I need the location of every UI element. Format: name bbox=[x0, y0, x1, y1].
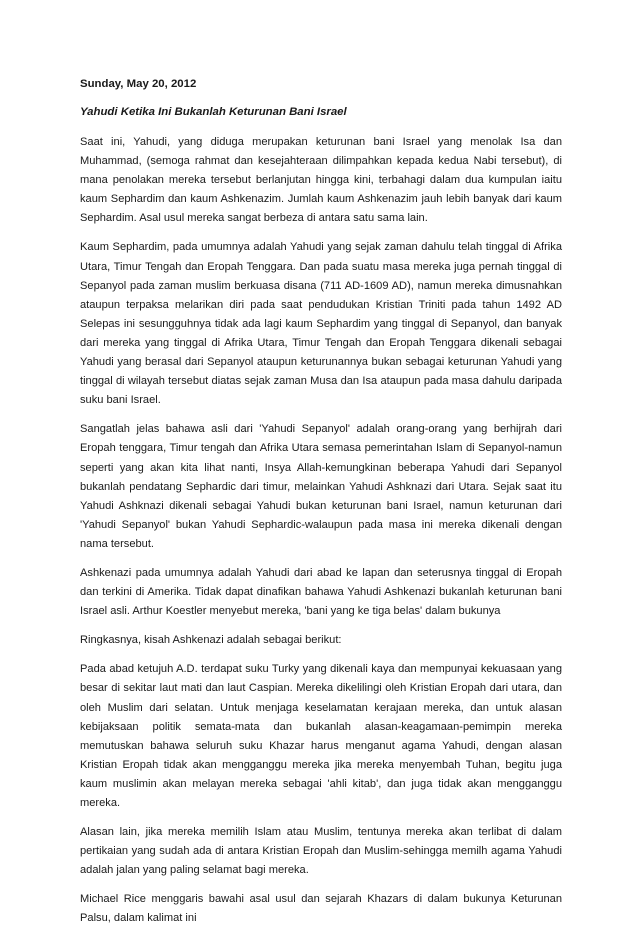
paragraph-sephardim: Kaum Sephardim, pada umumnya adalah Yahudi yang sejak zaman dahulu telah tinggal di Afrika Utara, Timur Tengah dan Eropah Tenggara. Dan pada suatu masa mereka juga pernah tinggal di Sepanyol pada zaman muslim berkuasa disana (711 AD-1609 AD), namun mereka dimusnahkan ataupun terpaksa melarikan diri pada saat pendudukan Kristian Triniti pada tahun 1492 AD Selepas ini sesungguhnya tidak ada lagi kaum Sephardim yang tinggal di Sepanyol, dan banyak dari mereka yang tinggal di Afrika Utara, Timur Tengah dan Eropah Tenggara dikenali sebagai Yahudi yang berasal dari Sepanyol ataupun keturunannya bukan sebagai keturunan Yahudi yang tinggal di wilayah tersebut diatas sejak zaman Musa dan Isa ataupun pada masa dahulu daripada suku bani Israel. bbox=[80, 241, 562, 407]
post-body bbox=[80, 133, 562, 929]
paragraph-michael-rice: Michael Rice menggaris bawahi asal usul dan sejarah Khazars di dalam bukunya Keturunan Palsu, dalam kalimat ini bbox=[80, 893, 562, 925]
paragraph-ashkenazi: Ashkenazi pada umumnya adalah Yahudi dari abad ke lapan dan seterusnya tinggal di Eropah dan terkini di Amerika. Tidak dapat dinafikan bahawa Yahudi Ashkenazi bukanlah keturunan bani Israel asli. Arthur Koestler menyebut mereka, 'bani yang ke tiga belas' dalam bukunya bbox=[80, 566, 562, 618]
document-page bbox=[80, 77, 562, 939]
paragraph-intro: Saat ini, Yahudi, yang diduga merupakan keturunan bani Israel yang menolak Isa dan Muhammad, (semoga rahmat dan kesejahteraan dilimpahkan kepada kedua Nabi tersebut), di mana penolakan mereka tersebut berlanjutan hingga kini, terbahagi dalam dua kumpulan iaitu kaum Sephardim dan kaum Ashkenazim. Jumlah kaum Ashkenazim jauh lebih banyak dari kaum Sephardim. Asal usul mereka sangat berbeza di antara satu sama lain. bbox=[80, 136, 562, 225]
paragraph-other-reason: Alasan lain, jika mereka memilih Islam atau Muslim, tentunya mereka akan terlibat di dalam pertikaian yang sudah ada di antara Kristian Eropah dan Muslim-sehingga memilh agama Yahudi adalah jalan yang paling selamat bagi mereka. bbox=[80, 826, 562, 877]
post-date: Sunday, May 20, 2012 bbox=[80, 78, 197, 90]
post-title: Yahudi Ketika Ini Bukanlah Keturunan Bani Israel bbox=[80, 106, 347, 118]
paragraph-khazar-history: Pada abad ketujuh A.D. terdapat suku Turky yang dikenali kaya dan mempunyai kekuasaan yang besar di sekitar laut mati dan laut Caspian. Mereka dikelilingi oleh Kristian Eropah dari utara, dan oleh Muslim dari selatan. Untuk menjaga keselamatan kerajaan mereka, dan untuk alasan kebijaksaan politik semata-mata dan bukanlah alasan-keagamaan-pemimpin mereka memutuskan bahawa seluruh suku Khazar harus menganut agama Yahudi, dengan alasan Kristian Eropah tidak akan mengganggu mereka jika mereka menyembah Tuhan, begitu juga kaum muslimin akan melayan mereka sebagai 'ahli kitab', dan juga tidak akan mengganggu mereka. bbox=[80, 663, 562, 809]
paragraph-summary-intro: Ringkasnya, kisah Ashkenazi adalah sebagai berikut: bbox=[80, 634, 342, 647]
paragraph-yahudi-sepanyol: Sangatlah jelas bahawa asli dari 'Yahudi Sepanyol' adalah orang-orang yang berhijrah dari Eropah tenggara, Timur tengah dan Afrika Utara semasa pemerintahan Islam di Sepanyol-namun seperti yang akan kita lihat nanti, Insya Allah-kemungkinan beberapa Yahudi dari Sepanyol bukanlah pendatang Sephardic dari timur, melainkan Yahudi Ashknazi dari Utara. Sejak saat itu Yahudi Ashknazi dikenali sebagai Yahudi bukan keturunan bani Israel, namun keturunan dari 'Yahudi Sepanyol' bukan Yahudi Sephardic-walaupun pada masa ini mereka dikenali dengan nama tersebut. bbox=[80, 423, 562, 550]
